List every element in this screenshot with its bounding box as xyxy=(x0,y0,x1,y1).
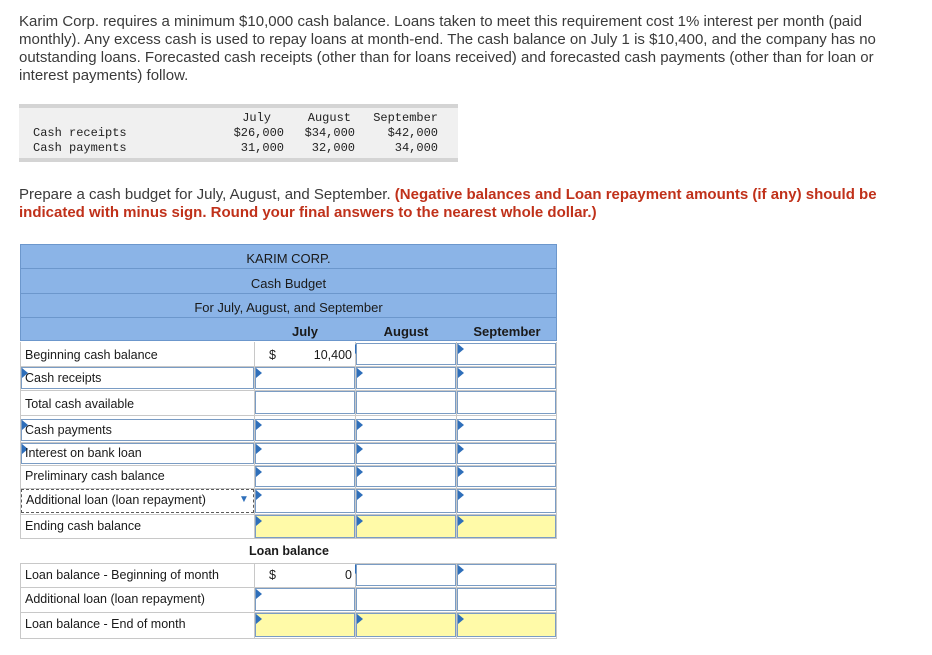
company-name: KARIM CORP. xyxy=(246,251,331,266)
july-preliminary[interactable] xyxy=(255,466,355,487)
row-label-additional-loan: Additional loan (loan repayment) xyxy=(26,493,206,507)
given-header-july: July xyxy=(242,111,271,125)
july-additional-loan[interactable] xyxy=(255,489,355,513)
july-total-cash[interactable] xyxy=(255,391,355,414)
august-cash-receipts[interactable] xyxy=(356,367,456,389)
instructions xyxy=(19,186,919,222)
chevron-down-icon[interactable]: ▼ xyxy=(239,494,249,505)
loan-end-september[interactable] xyxy=(457,613,556,637)
row-label-ending-cash: Ending cash balance xyxy=(25,519,142,533)
loan-beginning-august[interactable] xyxy=(356,564,456,586)
loan-row-end: Loan balance - End of month xyxy=(25,617,186,631)
august-preliminary[interactable] xyxy=(356,466,456,487)
row-label-beginning-cash: Beginning cash balance xyxy=(25,348,158,362)
loan-end-august[interactable] xyxy=(356,613,456,637)
september-interest[interactable] xyxy=(457,443,556,464)
loan-balance-title: Loan balance xyxy=(249,544,329,558)
loan-row-additional: Additional loan (loan repayment) xyxy=(25,592,205,606)
loan-beginning-july-value: 0 xyxy=(345,568,352,582)
given-cell: 34,000 xyxy=(394,141,438,155)
instruction-plain: Prepare a cash budget for July, August, and September. xyxy=(19,186,395,203)
loan-beginning-september[interactable] xyxy=(457,564,556,586)
given-header-september: September xyxy=(373,111,438,125)
given-cell: $42,000 xyxy=(387,126,438,140)
august-additional-loan[interactable] xyxy=(356,489,456,513)
row-label-cash-payments-text: Cash payments xyxy=(25,423,112,437)
september-cash-payments[interactable] xyxy=(457,419,556,441)
given-header-august: August xyxy=(307,111,351,125)
row-label-interest-text: Interest on bank loan xyxy=(25,446,142,460)
loan-additional-july[interactable] xyxy=(255,588,355,611)
row-label-preliminary: Preliminary cash balance xyxy=(25,469,165,483)
column-july: July xyxy=(291,324,318,339)
column-september: September xyxy=(473,324,541,339)
given-data-table xyxy=(19,104,458,162)
september-total-cash[interactable] xyxy=(457,391,556,414)
july-ending-cash[interactable] xyxy=(255,515,355,538)
august-beginning-cash[interactable] xyxy=(356,343,456,365)
loan-currency-symbol: $ xyxy=(269,568,276,582)
given-cell: $26,000 xyxy=(233,126,284,140)
given-row-label: Cash payments xyxy=(33,141,127,155)
july-interest[interactable] xyxy=(255,443,355,464)
loan-additional-august[interactable] xyxy=(356,588,456,611)
budget-title: Cash Budget xyxy=(250,276,327,291)
loan-row-beginning: Loan balance - Beginning of month xyxy=(25,568,219,582)
budget-period: For July, August, and September xyxy=(194,300,383,315)
given-cell: 31,000 xyxy=(240,141,284,155)
september-beginning-cash[interactable] xyxy=(457,343,556,365)
loan-end-july[interactable] xyxy=(255,613,355,637)
row-label-cash-receipts-text: Cash receipts xyxy=(25,371,102,385)
given-cell: 32,000 xyxy=(311,141,355,155)
column-august: August xyxy=(383,324,429,339)
september-ending-cash[interactable] xyxy=(457,515,556,538)
september-preliminary[interactable] xyxy=(457,466,556,487)
given-row-label: Cash receipts xyxy=(33,126,127,140)
august-ending-cash[interactable] xyxy=(356,515,456,538)
september-cash-receipts[interactable] xyxy=(457,367,556,389)
row-label-total-cash: Total cash available xyxy=(25,397,135,411)
august-cash-payments[interactable] xyxy=(356,419,456,441)
september-additional-loan[interactable] xyxy=(457,489,556,513)
july-cash-receipts[interactable] xyxy=(255,367,355,389)
august-total-cash[interactable] xyxy=(356,391,456,414)
loan-additional-september[interactable] xyxy=(457,588,556,611)
july-cash-payments[interactable] xyxy=(255,419,355,441)
august-interest[interactable] xyxy=(356,443,456,464)
currency-symbol: $ xyxy=(269,348,276,362)
given-cell: $34,000 xyxy=(304,126,355,140)
instruction-bold: (Negative balances and Loan repayment amounts (if any) should be indicated with minus sign. Round your final answers to the nearest whole dollar.) xyxy=(19,186,877,221)
july-beginning-value: 10,400 xyxy=(313,348,352,362)
problem-statement: Karim Corp. requires a minimum $10,000 cash balance. Loans taken to meet this requirement cost 1% interest per month (paid monthly). Any excess cash is used to repay loans at month-end. The cash balance on July 1 is $10,400, and the company has no outstanding loans. Forecasted cash receipts (other than for loans received) and forecasted cash payments (other than for loan or interest payments) follow. xyxy=(19,13,876,84)
cash-budget-form xyxy=(20,244,557,639)
